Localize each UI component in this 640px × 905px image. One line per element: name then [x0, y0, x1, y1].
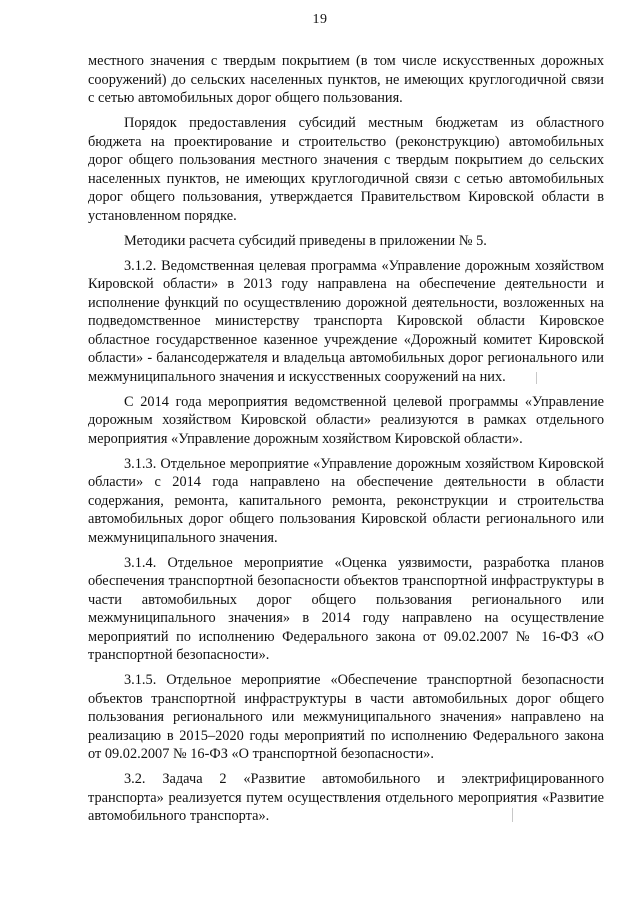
paragraph-subsidy-methods: Методики расчета субсидий приведены в приложении № 5.: [124, 232, 487, 249]
document-body: [88, 52, 604, 826]
paragraph-3-1-5: 3.1.5. Отдельное мероприятие «Обеспечение транспортной безопасности объектов транспортной инфраструктуры в части автомобильных дорог общего пользования регионального или межмуниципального значения» направлено на реализацию в 2015–2020 годы мероприятий по исполнению Федерального закона от 09.02.2007 № 16-ФЗ «О транспортной безопасности».: [88, 672, 604, 762]
paragraph-2014-program: С 2014 года мероприятия ведомственной целевой программы «Управление дорожным хозяйством Кировской области» реализуются в рамках отдельного мероприятия «Управление дорожным хозяйством Кировской области».: [88, 393, 604, 447]
paragraph-3-1-4: 3.1.4. Отдельное мероприятие «Оценка уязвимости, разработка планов обеспечения транспортной безопасности объектов транспортной инфраструктуры в части автомобильных дорог общего пользования регионального или межмуниципального значения» в 2014 году направлено на осуществление мероприятий по исполнению Федерального закона от 09.02.2007 № 16-ФЗ «О транспортной безопасности».: [88, 554, 604, 663]
scan-artifact-mark: [512, 808, 513, 822]
paragraph-continuation: местного значения с твердым покрытием (в том числе искусственных дорожных сооружений) до сельских населенных пунктов, не имеющих круглогодичной связи с сетью автомобильных дорог общего пользования.: [88, 53, 604, 106]
paragraph-subsidy-procedure: Порядок предоставления субсидий местным бюджетам из областного бюджета на проектирование и строительство (реконструкцию) автомобильных дорог общего пользования местного значения с твердым покрытием до сельских населенных пунктов, не имеющих круглогодичной связи с сетью автомобильных дорог общего пользования, утверждается Правительством Кировской области в установленном порядке.: [88, 115, 604, 224]
scan-artifact-mark: [536, 372, 537, 384]
paragraph-3-1-3: 3.1.3. Отдельное мероприятие «Управление дорожным хозяйством Кировской области» с 2014 года направлено на обеспечение деятельности в области содержания, ремонта, капитального ремонта, реконструкции и строительства автомобильных дорог общего пользования Кировской области регионального или межмуниципального значения.: [88, 455, 604, 546]
page-number: 19: [312, 12, 328, 27]
paragraph-3-1-2: 3.1.2. Ведомственная целевая программа «Управление дорожным хозяйством Кировской области» в 2013 году направлена на обеспечение деятельности и исполнение функций по осуществлению дорожной деятельности, возложенных на подведомственное министерству транспорта Кировской области Кировское областное государственное казенное учреждение «Дорожный комитет Кировской области» - балансодержателя и владельца автомобильных дорог регионального или межмуниципального значения и искусственных сооружений на них.: [88, 257, 604, 385]
paragraph-3-2: 3.2. Задача 2 «Развитие автомобильного и электрифицированного транспорта» реализуется путем осуществления отдельного мероприятия «Развитие автомобильного транспорта».: [88, 771, 604, 824]
